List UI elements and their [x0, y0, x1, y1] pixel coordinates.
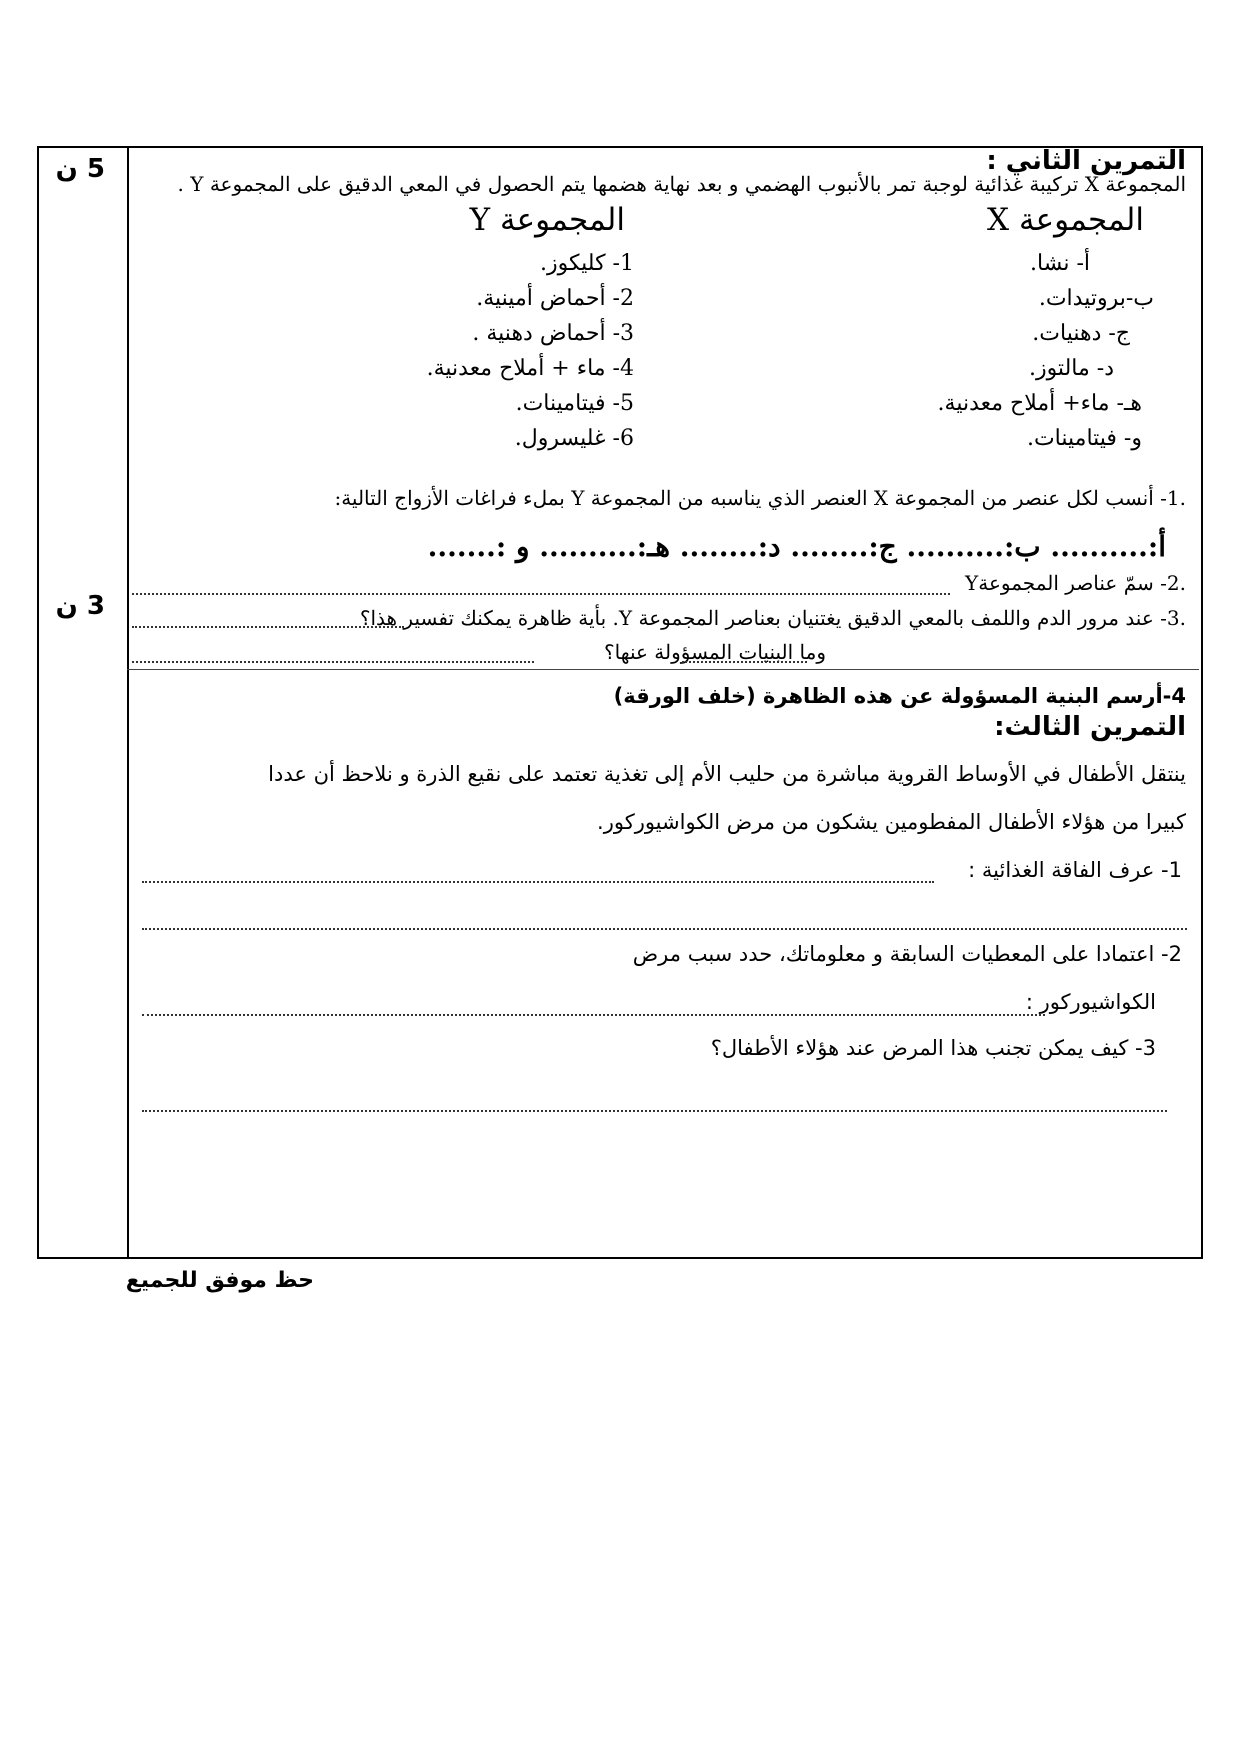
answer-line [142, 1110, 1167, 1112]
exercise-3-text: كبيرا من هؤلاء الأطفال المفطومين يشكون من مرض الكواشيوركور. [597, 810, 1186, 834]
group-x-item: هـ- ماء+ أملاح معدنية. [937, 391, 1142, 416]
group-x-heading: المجموعة X [987, 202, 1144, 238]
ex3-question-2: 2- اعتمادا على المعطيات السابقة و معلوماتك، حدد سبب مرض [632, 942, 1182, 966]
group-x-item: ب-بروتيدات. [1038, 286, 1154, 311]
marks-column [39, 148, 127, 1257]
group-x-item: و- فيتامينات. [1026, 426, 1142, 451]
mark-exercise-2: 5 ن [55, 154, 105, 184]
ex2-question-3b: وما البنيات المسؤولة عنها؟ [604, 640, 826, 664]
group-y-item: 3- أحماض دهنية . [472, 321, 634, 346]
answer-line [682, 661, 807, 663]
exercise-2-intro: المجموعة X تركيبة غذائية لوجبة تمر بالأنبوب الهضمي و بعد نهاية هضمها يتم الحصول في المعي الدقيق على المجموعة Y . [177, 172, 1186, 196]
answer-line [132, 593, 950, 595]
ex2-question-2: .2- سمّ عناصر المجموعةY [965, 571, 1186, 595]
answer-line [132, 626, 404, 628]
answer-line [132, 661, 534, 663]
group-x-item: ج- دهنيات. [1032, 321, 1130, 346]
group-y-item: 5- فيتامينات. [515, 391, 634, 416]
exercise-2-title: التمرين الثاني : [986, 146, 1186, 176]
column-divider [127, 146, 129, 1259]
footer-wish: حظ موفق للجميع [125, 1268, 314, 1293]
answer-line [142, 881, 934, 883]
group-x-item: أ- نشا. [1030, 251, 1090, 276]
answer-line [142, 1014, 1045, 1016]
ex2-question-3: .3- عند مرور الدم واللمف بالمعي الدقيق يغتنيان بعناصر المجموعة Y. بأية ظاهرة يمكنك تفسير هذا؟ [359, 606, 1186, 630]
mark-exercise-3: 3 ن [55, 591, 105, 621]
ex3-question-1: 1- عرف الفاقة الغذائية : [968, 858, 1182, 882]
pairs-answer-line: أ:.......... ب:.......... ج:........ د:........ هـ:.......... و :....... [427, 530, 1166, 563]
exercise-3-title: التمرين الثالث: [994, 712, 1186, 742]
answer-line [142, 928, 1187, 930]
ex3-question-2-continued: الكواشيوركور : [1025, 990, 1156, 1014]
group-y-item: 6- غليسرول. [514, 426, 634, 451]
ex2-question-1: .1- أنسب لكل عنصر من المجموعة X العنصر الذي يناسبه من المجموعة Y بملء فراغات الأزواج التالية: [334, 486, 1186, 510]
section-divider [127, 669, 1199, 670]
group-y-item: 4- ماء + أملاح معدنية. [426, 356, 634, 381]
group-y-item: 2- أحماض أمينية. [476, 286, 634, 311]
group-y-heading: المجموعة Y [469, 202, 625, 238]
group-y-item: 1- كليكوز. [540, 251, 634, 276]
group-x-item: د- مالتوز. [1028, 356, 1114, 381]
exercise-3-text: ينتقل الأطفال في الأوساط القروية مباشرة من حليب الأم إلى تغذية تعتمد على نقيع الذرة و نلاحظ أن عددا [268, 762, 1186, 786]
ex2-question-4: 4-أرسم البنية المسؤولة عن هذه الظاهرة (خلف الورقة) [613, 684, 1186, 708]
ex3-question-3: 3- كيف يمكن تجنب هذا المرض عند هؤلاء الأطفال؟ [710, 1036, 1156, 1060]
exam-content [132, 148, 1194, 1257]
